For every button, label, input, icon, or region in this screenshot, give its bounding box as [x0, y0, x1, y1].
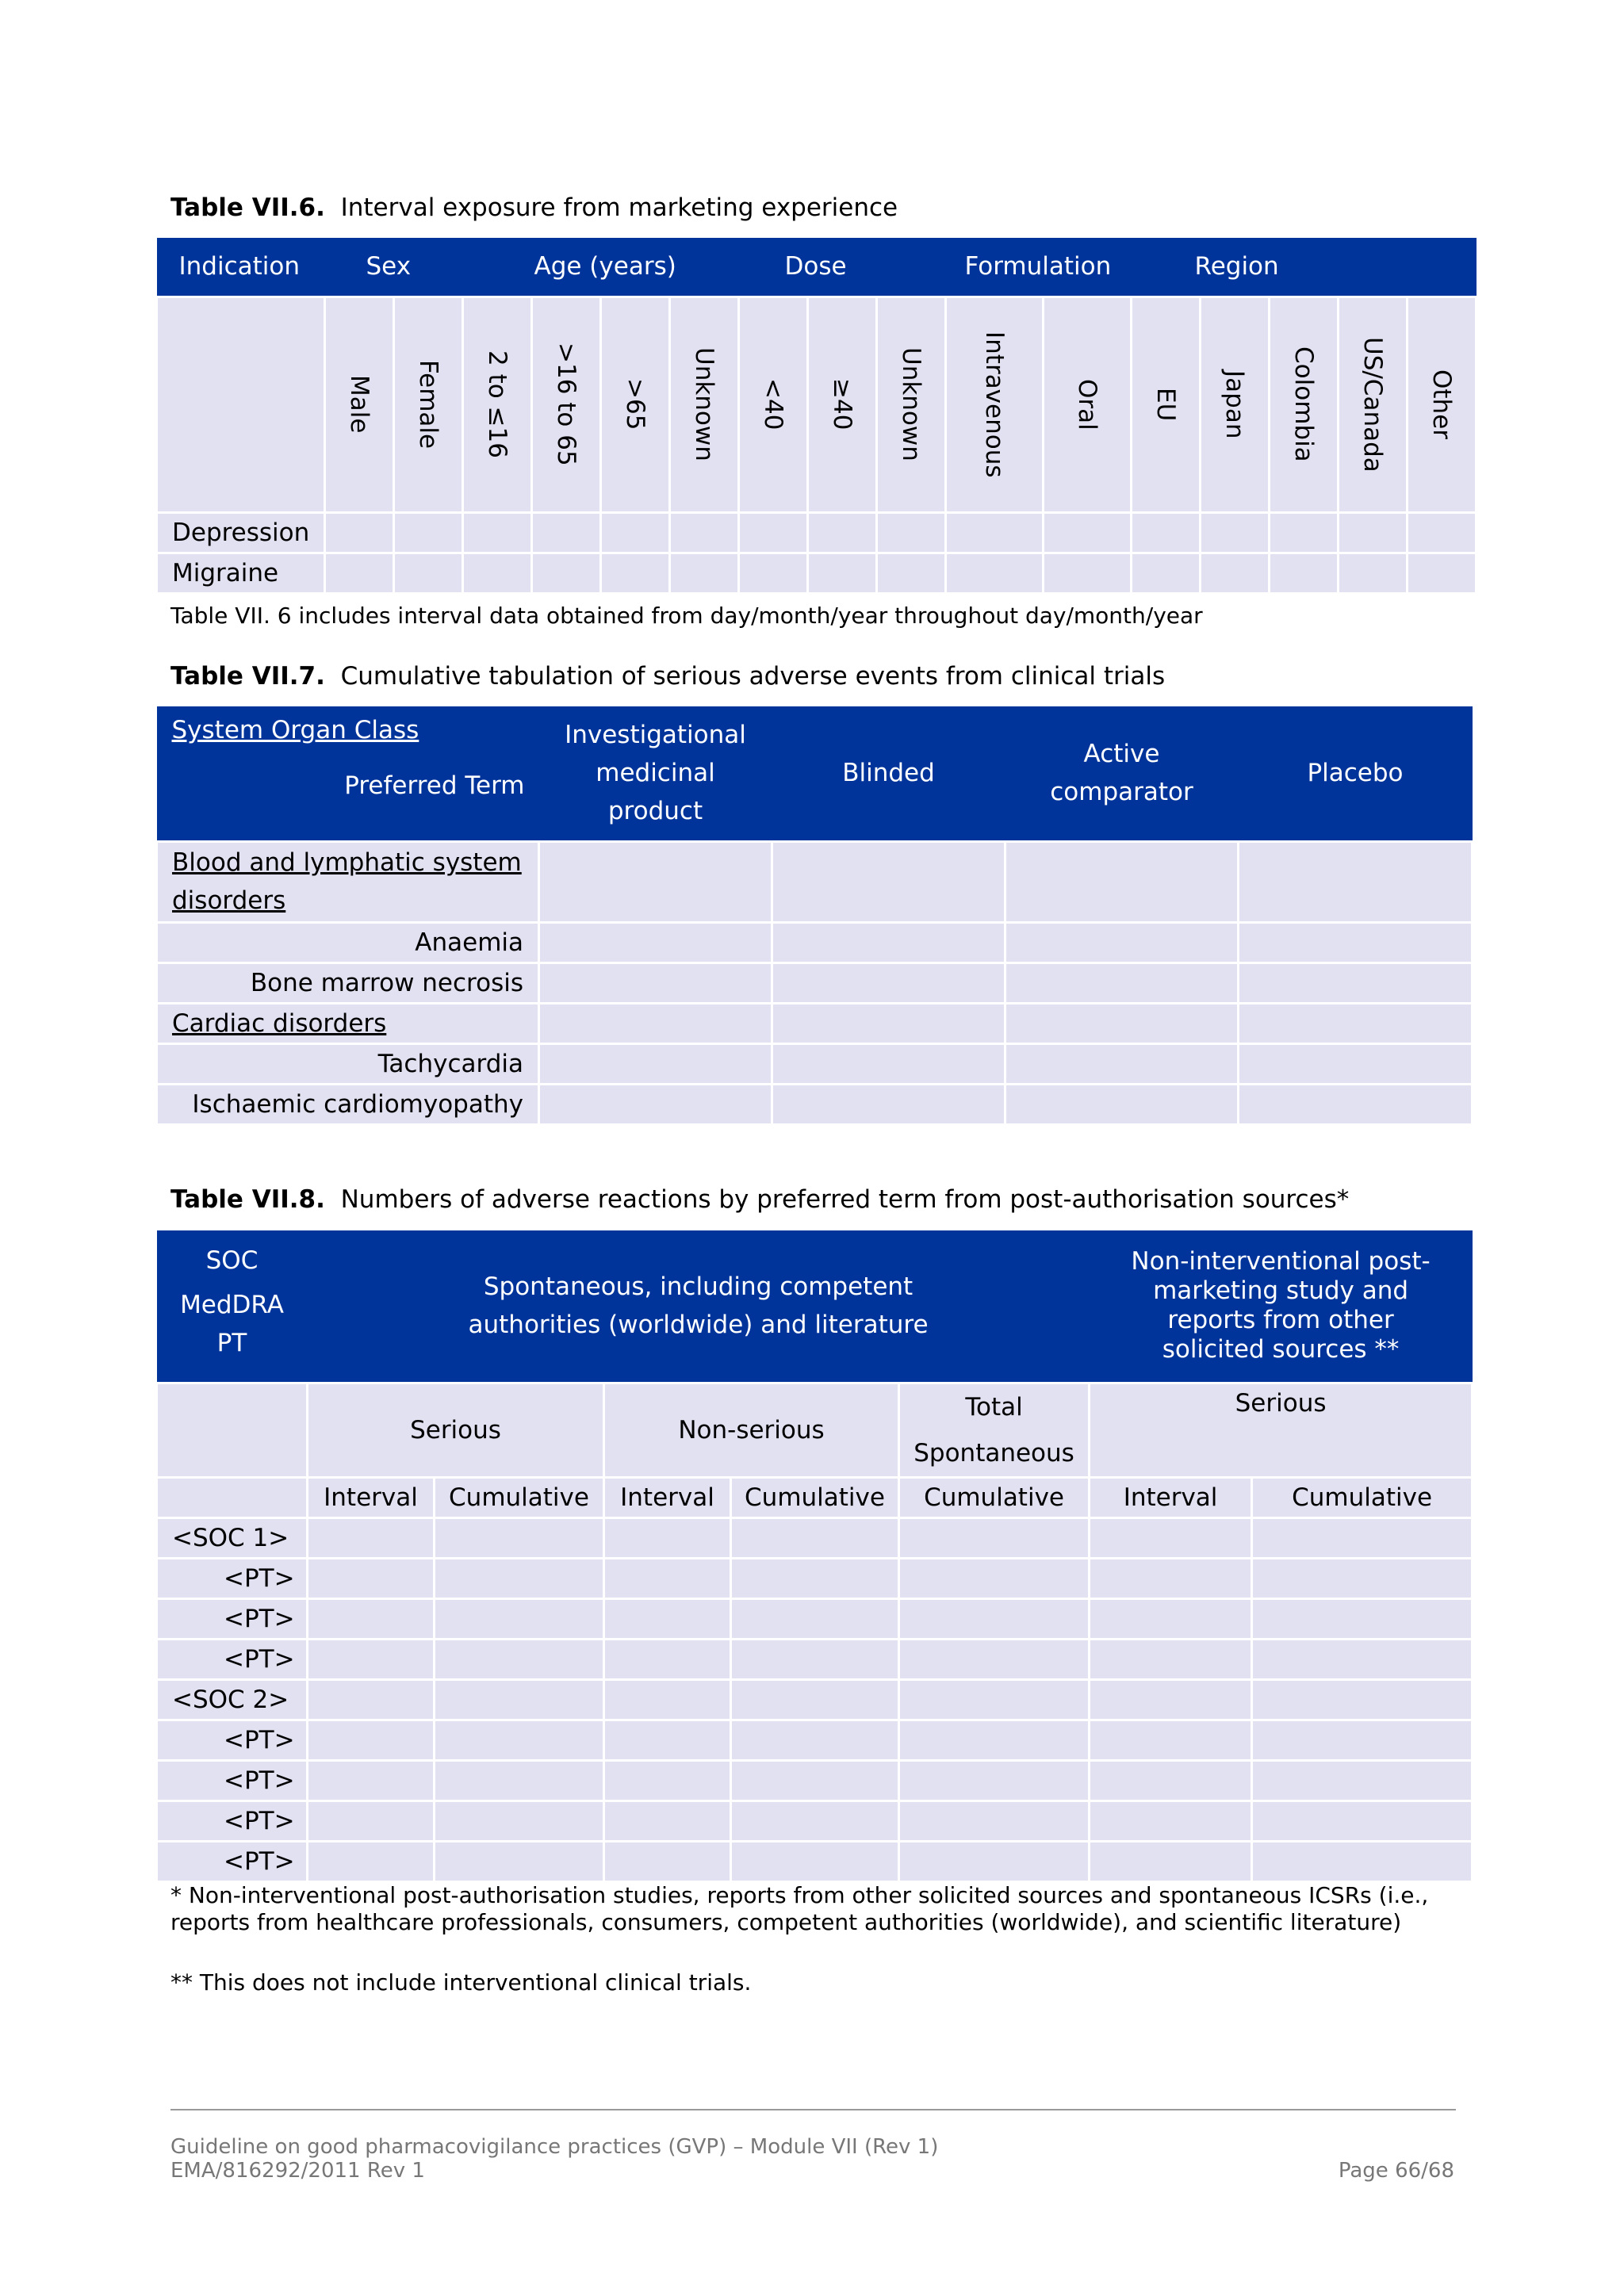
table-7-header	[157, 706, 1473, 841]
empty-cell	[604, 1558, 731, 1598]
empty-cell	[604, 1517, 731, 1558]
empty-cell	[1252, 1760, 1473, 1800]
table-6-group-header	[157, 238, 1477, 297]
empty-cell	[1090, 1841, 1252, 1881]
empty-cell	[731, 1800, 899, 1841]
empty-cell	[1090, 1679, 1252, 1720]
header-non-interventional: Non-interventional post-marketing study and reports from other solicited sources **	[1131, 1247, 1431, 1364]
pt-label: <PT>	[157, 1720, 308, 1760]
header-soc-meddra	[157, 1230, 308, 1383]
empty-cell	[1252, 1517, 1473, 1558]
table-row	[157, 1084, 1473, 1124]
table-row	[157, 1679, 1473, 1720]
empty-cell	[308, 1800, 435, 1841]
subheader-other: Other	[1408, 297, 1477, 512]
empty-cell	[1090, 1558, 1252, 1598]
footer-page-number: Page 66/68	[1338, 2159, 1454, 2183]
footer-divider	[170, 2109, 1456, 2110]
header-blinded: Blinded	[842, 759, 935, 788]
table-row	[157, 1003, 1473, 1043]
pt-label: <PT>	[157, 1841, 308, 1881]
table-row	[157, 553, 1477, 593]
empty-cell	[604, 1639, 731, 1679]
empty-cell	[1252, 1679, 1473, 1720]
empty-cell	[731, 1598, 899, 1639]
empty-cell	[899, 1841, 1090, 1881]
pt-label: <PT>	[157, 1800, 308, 1841]
subheader-age-65: >65	[601, 297, 670, 512]
empty-cell	[539, 1003, 772, 1043]
empty-cell	[1252, 1800, 1473, 1841]
footer-guideline: Guideline on good pharmacovigilance practices (GVP) – Module VII (Rev 1)	[170, 2135, 939, 2159]
empty-cell	[899, 1598, 1090, 1639]
empty-cell	[1005, 841, 1239, 922]
empty-cell	[539, 922, 772, 962]
empty-cell	[1239, 962, 1473, 1003]
empty-cell	[604, 1598, 731, 1639]
subheader-female: Female	[394, 297, 463, 512]
empty-cell	[1005, 1003, 1239, 1043]
subheader-age-unknown: Unknown	[670, 297, 739, 512]
subheader-eu: EU	[1132, 297, 1201, 512]
empty-cell	[604, 1800, 731, 1841]
header-pt: Preferred Term	[344, 771, 525, 800]
table-row	[157, 1800, 1473, 1841]
group-age: Age (years)	[534, 252, 676, 281]
group-formulation: Formulation	[964, 252, 1112, 281]
subheader-age-2-16: 2 to ≤16	[463, 297, 532, 512]
empty-cell	[604, 1720, 731, 1760]
empty-cell	[731, 1679, 899, 1720]
sub-cumulative: Cumulative	[731, 1477, 899, 1517]
subheader-blank	[157, 297, 325, 512]
table-6-subheader-row	[157, 297, 1477, 512]
empty-cell	[435, 1800, 604, 1841]
empty-cell	[731, 1760, 899, 1800]
empty-cell	[1252, 1558, 1473, 1598]
row-label-migraine: Migraine	[157, 553, 325, 593]
table-row	[157, 1760, 1473, 1800]
empty-cell	[308, 1598, 435, 1639]
table-row	[157, 1043, 1473, 1084]
group-indication: Indication	[178, 252, 301, 281]
table-row	[157, 1639, 1473, 1679]
pt-label: Bone marrow necrosis	[157, 962, 539, 1003]
subheader-age-16-65: >16 to 65	[532, 297, 601, 512]
empty-cell	[899, 1558, 1090, 1598]
empty-cell	[899, 1679, 1090, 1720]
empty-cell	[1239, 841, 1473, 922]
empty-cell	[772, 1003, 1005, 1043]
group-region: Region	[1194, 252, 1279, 281]
empty-cell	[772, 962, 1005, 1003]
subheader-dose-lt40: <40	[739, 297, 808, 512]
header-soc: SOC	[205, 1246, 259, 1275]
empty-cell	[1005, 1043, 1239, 1084]
table-7-number: Table VII.7.	[170, 662, 325, 691]
soc-label: Blood and lymphatic system disorders	[157, 841, 539, 922]
sub-interval: Interval	[1090, 1477, 1252, 1517]
group-serious-nonint: Serious	[1090, 1383, 1473, 1477]
table-row	[157, 512, 1477, 553]
empty-cell	[731, 1517, 899, 1558]
empty-cell	[435, 1517, 604, 1558]
group-serious: Serious	[308, 1383, 604, 1477]
table-8-footnote-2: ** This does not include interventional clinical trials.	[170, 1969, 752, 1996]
empty-cell	[1239, 922, 1473, 962]
header-soc: System Organ Class	[171, 716, 419, 744]
group-sex: Sex	[366, 252, 412, 281]
pt-label: Tachycardia	[157, 1043, 539, 1084]
sub-interval: Interval	[604, 1477, 731, 1517]
subheader-colombia: Colombia	[1270, 297, 1339, 512]
header-meddra: MedDRA PT	[180, 1291, 284, 1357]
empty-cell	[1090, 1800, 1252, 1841]
table-8-number: Table VII.8.	[170, 1185, 325, 1214]
pt-label: Anaemia	[157, 922, 539, 962]
table-row	[157, 1558, 1473, 1598]
table-row	[157, 1841, 1473, 1881]
table-row	[157, 962, 1473, 1003]
table-6-number: Table VII.6.	[170, 193, 325, 222]
empty-cell	[731, 1841, 899, 1881]
empty-cell	[435, 1598, 604, 1639]
empty-cell	[1090, 1517, 1252, 1558]
table-8-title: Numbers of adverse reactions by preferred term from post-authorisation sources*	[340, 1185, 1350, 1214]
soc-label: <SOC 1>	[157, 1517, 308, 1558]
pt-label: <PT>	[157, 1639, 308, 1679]
table-8-footnote-1: * Non-interventional post-authorisation studies, reports from other solicited sources and spontaneous ICSRs (i.e., reports from healthcare professionals, consumers, competent authorities (worldwide), and scientific literature)	[170, 1882, 1429, 1935]
table-8-header	[157, 1230, 1473, 1383]
header-active: Active comparator	[1050, 740, 1193, 807]
empty-cell	[899, 1639, 1090, 1679]
empty-cell	[604, 1679, 731, 1720]
empty-cell	[435, 1558, 604, 1598]
subheader-dose-ge40: ≥40	[808, 297, 877, 512]
pt-label: <PT>	[157, 1558, 308, 1598]
empty-cell	[899, 1517, 1090, 1558]
header-soc-pt	[157, 706, 539, 841]
pt-label: <PT>	[157, 1760, 308, 1800]
header-placebo: Placebo	[1307, 759, 1404, 788]
group-total-spontaneous: Total Spontaneous	[899, 1383, 1090, 1477]
empty-cell	[899, 1760, 1090, 1800]
empty-cell	[1005, 962, 1239, 1003]
table-row	[157, 1598, 1473, 1639]
empty-cell	[1252, 1639, 1473, 1679]
empty-cell	[435, 1679, 604, 1720]
empty-cell	[604, 1760, 731, 1800]
table-7-title: Cumulative tabulation of serious adverse events from clinical trials	[340, 662, 1166, 691]
empty-cell	[731, 1558, 899, 1598]
empty-cell	[1252, 1598, 1473, 1639]
empty-cell	[1090, 1720, 1252, 1760]
subheader-intravenous: Intravenous	[946, 297, 1044, 512]
table-7-caption	[170, 662, 1165, 691]
empty-cell	[539, 1043, 772, 1084]
empty-cell	[435, 1760, 604, 1800]
empty-cell	[1252, 1720, 1473, 1760]
table-row	[157, 922, 1473, 962]
empty-cell	[539, 1084, 772, 1124]
empty-cell	[435, 1639, 604, 1679]
subheader-us-canada: US/Canada	[1339, 297, 1408, 512]
subheader-male: Male	[325, 297, 394, 512]
empty-cell	[308, 1639, 435, 1679]
empty-cell	[435, 1841, 604, 1881]
sub-cumulative: Cumulative	[899, 1477, 1090, 1517]
empty-cell	[772, 841, 1005, 922]
empty-cell	[731, 1720, 899, 1760]
empty-cell	[1239, 1084, 1473, 1124]
empty-cell	[772, 1084, 1005, 1124]
footer-reference: EMA/816292/2011 Rev 1	[170, 2159, 425, 2183]
empty-cell	[772, 922, 1005, 962]
row-label-depression: Depression	[157, 512, 325, 553]
table-6-note: Table VII. 6 includes interval data obtained from day/month/year throughout day/month/year	[170, 603, 1203, 629]
pt-label: <PT>	[157, 1598, 308, 1639]
table-6-title: Interval exposure from marketing experience	[340, 193, 898, 222]
subheader-dose-unknown: Unknown	[877, 297, 946, 512]
empty-cell	[1090, 1598, 1252, 1639]
table-row	[157, 1720, 1473, 1760]
soc-label: <SOC 2>	[157, 1679, 308, 1720]
empty-cell	[435, 1720, 604, 1760]
table-row	[157, 1517, 1473, 1558]
table-row	[157, 841, 1473, 922]
empty-cell	[1239, 1043, 1473, 1084]
empty-cell	[899, 1720, 1090, 1760]
empty-cell	[308, 1841, 435, 1881]
sub-cumulative: Cumulative	[435, 1477, 604, 1517]
empty-cell	[1252, 1841, 1473, 1881]
pt-label: Ischaemic cardiomyopathy	[157, 1084, 539, 1124]
group-dose: Dose	[784, 252, 847, 281]
empty-cell	[1090, 1760, 1252, 1800]
empty-cell	[308, 1558, 435, 1598]
empty-cell	[1239, 1003, 1473, 1043]
table-8-group-row	[157, 1383, 1473, 1477]
empty-cell	[539, 841, 772, 922]
empty-cell	[772, 1043, 1005, 1084]
table-8	[155, 1230, 1473, 1883]
sub-interval: Interval	[308, 1477, 435, 1517]
empty-cell	[731, 1639, 899, 1679]
soc-label: Cardiac disorders	[157, 1003, 539, 1043]
empty-cell	[308, 1760, 435, 1800]
subheader-japan: Japan	[1201, 297, 1270, 512]
empty-cell	[604, 1841, 731, 1881]
table-7	[155, 706, 1473, 1126]
sub-cumulative: Cumulative	[1252, 1477, 1473, 1517]
empty-cell	[1005, 1084, 1239, 1124]
header-imp: Investigational medicinal product	[565, 721, 746, 826]
empty-cell	[1005, 922, 1239, 962]
empty-cell	[308, 1517, 435, 1558]
group-non-serious: Non-serious	[604, 1383, 899, 1477]
table-6-caption	[170, 193, 898, 222]
table-8-subheader-row	[157, 1477, 1473, 1517]
table-6	[155, 238, 1477, 595]
empty-cell	[899, 1800, 1090, 1841]
header-spontaneous: Spontaneous, including competent authorities (worldwide) and literature	[468, 1272, 929, 1340]
subheader-oral: Oral	[1044, 297, 1132, 512]
empty-cell	[1090, 1639, 1252, 1679]
table-8-caption	[170, 1185, 1349, 1214]
empty-cell	[308, 1720, 435, 1760]
empty-cell	[308, 1679, 435, 1720]
empty-cell	[539, 962, 772, 1003]
